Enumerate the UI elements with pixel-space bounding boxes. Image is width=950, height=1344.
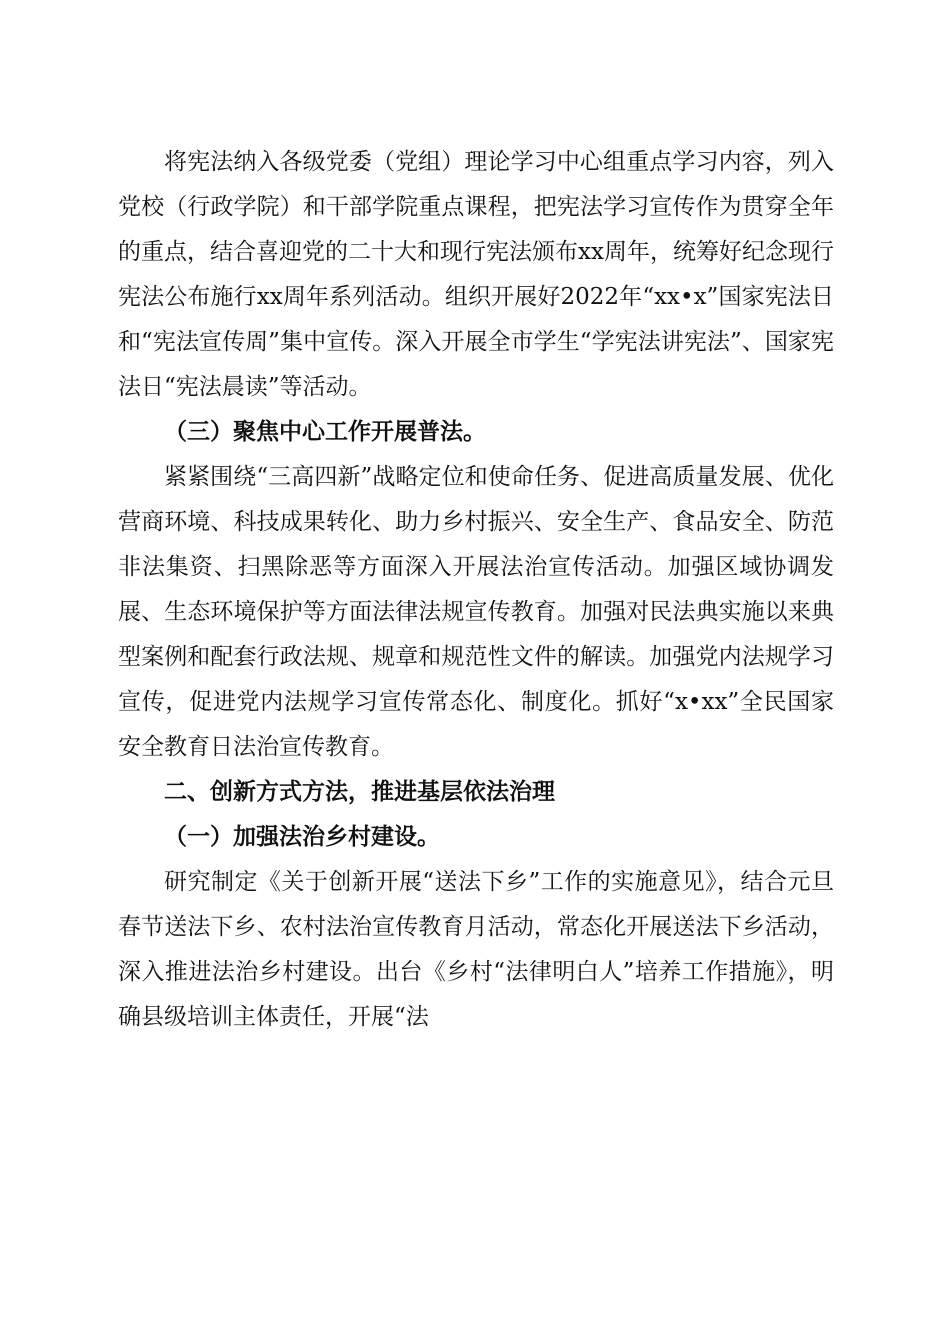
subheading-focus-central-work: （三）聚焦中心工作开展普法。 (164, 419, 486, 445)
section-heading-innovation: 二、创新方式方法，推进基层依法治理 (164, 779, 555, 805)
subheading-rule-of-law-villages: （一）加强法治乡村建设。 (164, 824, 440, 850)
document-body (118, 140, 834, 1040)
paragraph-constitution-study: 将宪法纳入各级党委（党组）理论学习中心组重点学习内容，列入党校（行政学院）和干部学院重点课程，把宪法学习宣传作为贯穿全年的重点，结合喜迎党的二十大和现行宪法颁布xx周年，统筹好纪念现行宪法公布施行xx周年系列活动。组织开展好2022年“xx•x”国家宪法日和“宪法宣传周”集中宣传。深入开展全市学生“学宪法讲宪法”、国家宪法日“宪法晨读”等活动。 (118, 149, 834, 400)
paragraph-central-work-publicity: 紧紧围绕“三高四新”战略定位和使命任务、促进高质量发展、优化营商环境、科技成果转化、助力乡村振兴、安全生产、食品安全、防范非法集资、扫黑除恶等方面深入开展法治宣传活动。加强区域协调发展、生态环境保护等方面法律法规宣传教育。加强对民法典实施以来典型案例和配套行政法规、规章和规范性文件的解读。加强党内法规学习宣传，促进党内法规学习宣传常态化、制度化。抓好“x•xx”全民国家安全教育日法治宣传教育。 (118, 464, 834, 760)
paragraph-law-to-countryside: 研究制定《关于创新开展“送法下乡”工作的实施意见》，结合元旦春节送法下乡、农村法治宣传教育月活动，常态化开展送法下乡活动，深入推进法治乡村建设。出台《乡村“法律明白人”培养工作措施》，明确县级培训主体责任，开展“法 (118, 869, 834, 1030)
